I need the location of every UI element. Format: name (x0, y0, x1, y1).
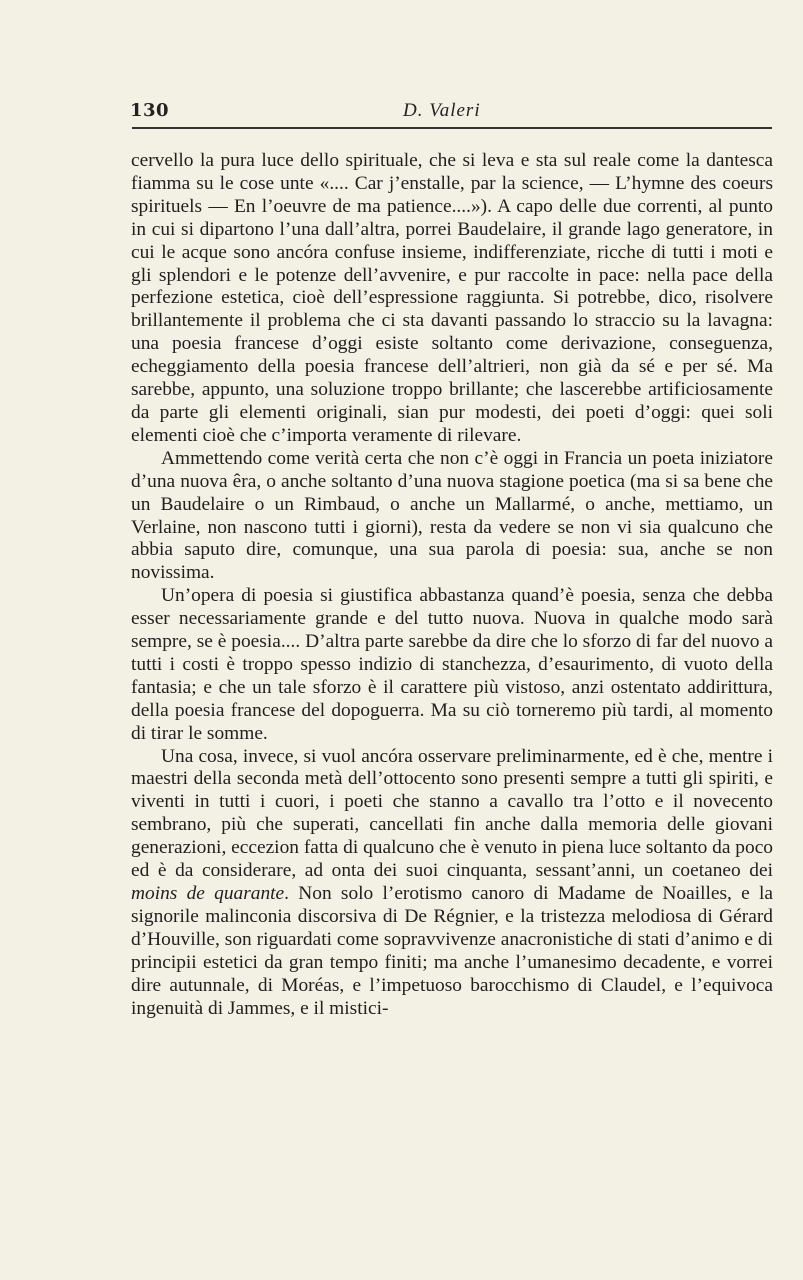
paragraph (131, 150, 773, 448)
italic-phrase: moins de quarante (131, 883, 285, 904)
paragraph (131, 448, 773, 585)
paragraph (131, 585, 773, 745)
body-text (131, 150, 773, 1020)
paragraph-text: Una cosa, invece, si vuol ancóra osservare preliminarmente, ed è che, mentre i maestri della seconda metà dell’ottocento sono presenti sempre a tutti gli spiriti, e viventi in tutti i cuori, i poeti che stanno a cavallo tra l’otto e il novecento sembrano, più che superati, cancellati fin anche dalla memoria delle giovani generazioni, eccezion fatta di qualcuno che è venuto in piena luce soltanto da poco ed è da considerare, ad onta dei suoi cinquanta, sessant’anni, un coetaneo dei (131, 745, 773, 882)
header-rule (132, 127, 772, 129)
page-number: 130 (130, 100, 170, 121)
paragraph-text: Un’opera di poesia si giustifica abbastanza quand’è poesia, senza che debba esser necessariamente grande e del tutto nuova. Nuova in qualche modo sarà sempre, se è poesia.... D’altra parte sarebbe da dire che lo sforzo di far del nuovo a tutti i costi è troppo spesso indizio di stanchezza, d’esaurimento, di vuoto della fantasia; e che un tale sforzo è il carattere più vistoso, anzi ostentato addirittura, della poesia francese del dopoguerra. Ma su ciò torneremo più tardi, al momento di tirar le somme. (131, 585, 773, 744)
running-title: D. Valeri (403, 100, 481, 121)
paragraph (131, 746, 773, 1021)
running-head (130, 100, 770, 126)
paragraph-text: Ammettendo come verità certa che non c’è oggi in Francia un poeta iniziatore d’una nuova êra, o anche soltanto d’una nuova stagione poetica (ma si sa bene che un Baudelaire o un Rimbaud, o anche un Mallarmé, o anche, mettiamo, un Verlaine, non nascono tutti i giorni), resta da vedere se non vi sia qualcuno che abbia saputo dire, comunque, una sua parola di poesia: sua, anche se non novissima. (131, 447, 773, 584)
paragraph-text-continued: . Non solo l’erotismo canoro di Madame de Noailles, e la signorile malinconia discorsiva di De Régnier, e la tristezza melodiosa di Gérard d’Houville, son riguardati come sopravvivenze anacronistiche di stati d’animo e di principii estetici da gran tempo finiti; ma anche l’umanesimo decadente, e vorrei dire autunnale, di Moréas, e l’impetuoso barocchismo di Claudel, e l’equivoca ingenuità di Jammes, e il mistici- (131, 883, 773, 1019)
paragraph-text: cervello la pura luce dello spirituale, che si leva e sta sul reale come la dantesca fiamma su le cose unte «.... Car j’enstalle, par la science, — L’hymne des coeurs spirituels — En l’oeuvre de ma patience....»). A capo delle due correnti, al punto in cui si dipartono l’una dall’altra, porrei Baudelaire, il grande lago generatore, in cui le acque sono ancóra confuse insieme, indifferenziate, ricche di tutti i moti e gli splendori e le potenze dell’avvenire, e pur raccolte in pace: nella pace della perfezione estetica, cioè dell’espressione raggiunta. Si potrebbe, dico, risolvere brillantemente il problema che ci sta davanti passando lo straccio su la lavagna: una poesia francese d’oggi esiste soltanto come derivazione, conseguenza, echeggiamento della poesia francese dell’altrieri, non già da sé e per sé. Ma sarebbe, appunto, una soluzione troppo brillante; che lascerebbe artificiosamente da parte gli elementi originali, sian pur modesti, dei poeti d’oggi: quei soli elementi cioè che c’importa veramente di rilevare. (131, 150, 773, 446)
